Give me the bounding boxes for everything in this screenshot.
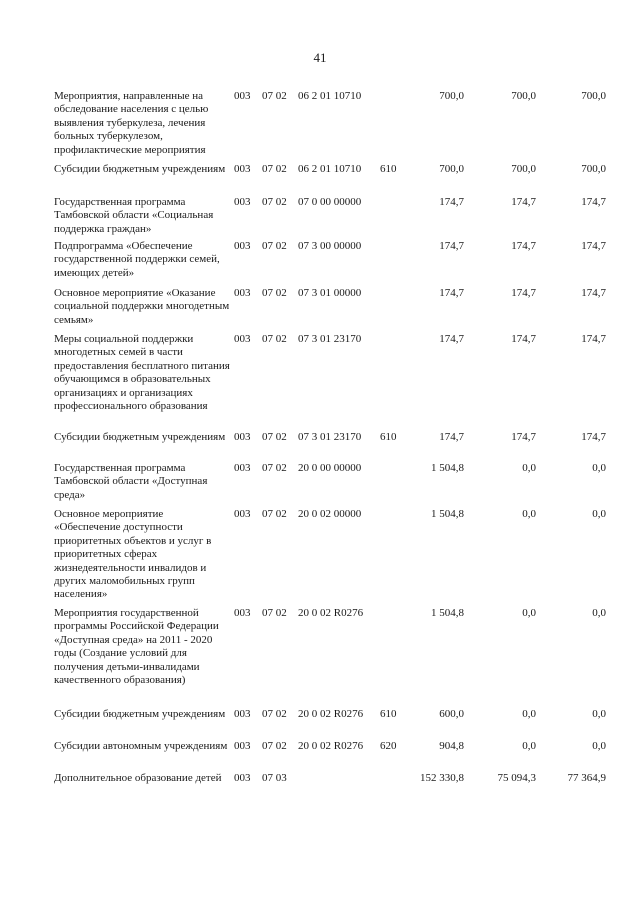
row-name: Основное мероприятие «Оказание социальной поддержки многодетным семьям» bbox=[54, 287, 230, 326]
amount-year-1: 700,0 bbox=[439, 163, 464, 175]
amount-year-2: 700,0 bbox=[511, 90, 536, 102]
section-code: 07 02 bbox=[262, 240, 287, 252]
target-code: 07 3 01 23170 bbox=[298, 333, 362, 345]
section-code: 07 02 bbox=[262, 462, 287, 474]
target-code: 20 0 02 R0276 bbox=[298, 607, 364, 619]
amount-year-2: 0,0 bbox=[522, 462, 536, 474]
amount-year-1: 1 504,8 bbox=[431, 607, 464, 619]
amount-year-1: 600,0 bbox=[439, 708, 464, 720]
amount-year-1: 152 330,8 bbox=[420, 772, 464, 784]
row-name: Субсидии бюджетным учреждениям bbox=[54, 163, 226, 175]
amount-year-3: 174,7 bbox=[581, 287, 606, 299]
section-code: 07 02 bbox=[262, 333, 287, 345]
amount-year-3: 174,7 bbox=[581, 196, 606, 208]
amount-year-3: 174,7 bbox=[581, 431, 606, 443]
target-code: 07 0 00 00000 bbox=[298, 196, 362, 208]
row-name: Дополнительное образование детей bbox=[54, 772, 222, 784]
amount-year-3: 0,0 bbox=[592, 462, 606, 474]
page-number: 41 bbox=[313, 50, 327, 65]
amount-year-3: 0,0 bbox=[592, 508, 606, 520]
amount-year-3: 174,7 bbox=[581, 240, 606, 252]
amount-year-2: 0,0 bbox=[522, 708, 536, 720]
row-name: Субсидии автономным учреждениям bbox=[54, 740, 228, 752]
row-name: Государственная программа Тамбовской области «Социальная поддержка граждан» bbox=[54, 196, 214, 235]
expense-type-code: 620 bbox=[380, 740, 397, 752]
expense-type-code: 610 bbox=[380, 708, 397, 720]
ministry-code: 003 bbox=[234, 333, 251, 345]
target-code: 20 0 02 R0276 bbox=[298, 740, 364, 752]
ministry-code: 003 bbox=[234, 772, 251, 784]
target-code: 06 2 01 10710 bbox=[298, 90, 362, 102]
row-name: Государственная программа Тамбовской области «Доступная среда» bbox=[54, 462, 208, 501]
amount-year-2: 174,7 bbox=[511, 333, 536, 345]
expense-type-code: 610 bbox=[380, 431, 397, 443]
section-code: 07 02 bbox=[262, 287, 287, 299]
section-code: 07 02 bbox=[262, 607, 287, 619]
amount-year-2: 75 094,3 bbox=[497, 772, 536, 784]
section-code: 07 02 bbox=[262, 740, 287, 752]
ministry-code: 003 bbox=[234, 607, 251, 619]
amount-year-1: 1 504,8 bbox=[431, 508, 464, 520]
section-code: 07 02 bbox=[262, 163, 287, 175]
section-code: 07 02 bbox=[262, 508, 287, 520]
ministry-code: 003 bbox=[234, 431, 251, 443]
amount-year-2: 174,7 bbox=[511, 196, 536, 208]
row-name: Мероприятия, направленные на обследование населения с целью выявления туберкулеза, лечения больных туберкулезом, профилактические мероприятия bbox=[54, 90, 209, 156]
amount-year-1: 174,7 bbox=[439, 431, 464, 443]
amount-year-2: 174,7 bbox=[511, 240, 536, 252]
amount-year-2: 174,7 bbox=[511, 287, 536, 299]
amount-year-1: 174,7 bbox=[439, 287, 464, 299]
section-code: 07 02 bbox=[262, 708, 287, 720]
target-code: 07 3 00 00000 bbox=[298, 240, 362, 252]
amount-year-2: 0,0 bbox=[522, 508, 536, 520]
amount-year-3: 700,0 bbox=[581, 90, 606, 102]
amount-year-2: 0,0 bbox=[522, 740, 536, 752]
row-name: Основное мероприятие «Обеспечение доступности приоритетных объектов и услуг в приоритетных сферах жизнедеятельности инвалидов и других маломобильных групп населения» bbox=[54, 508, 212, 601]
ministry-code: 003 bbox=[234, 196, 251, 208]
row-name: Меры социальной поддержки многодетных семей в части предоставления бесплатного питания обучающимся в образовательных организациях и организациях профессионального образования bbox=[54, 333, 230, 413]
target-code: 07 3 01 23170 bbox=[298, 431, 362, 443]
amount-year-1: 1 504,8 bbox=[431, 462, 464, 474]
amount-year-2: 0,0 bbox=[522, 607, 536, 619]
ministry-code: 003 bbox=[234, 508, 251, 520]
amount-year-1: 904,8 bbox=[439, 740, 464, 752]
amount-year-3: 0,0 bbox=[592, 607, 606, 619]
section-code: 07 02 bbox=[262, 196, 287, 208]
row-name: Субсидии бюджетным учреждениям bbox=[54, 431, 226, 443]
row-name: Мероприятия государственной программы Российской Федерации «Доступная среда» на 2011 - 2020 годы (Создание условий для получения детьми-инвалидами качественного образования) bbox=[54, 607, 219, 687]
section-code: 07 03 bbox=[262, 772, 287, 784]
target-code: 20 0 00 00000 bbox=[298, 462, 362, 474]
amount-year-2: 700,0 bbox=[511, 163, 536, 175]
ministry-code: 003 bbox=[234, 287, 251, 299]
row-name: Субсидии бюджетным учреждениям bbox=[54, 708, 226, 720]
ministry-code: 003 bbox=[234, 90, 251, 102]
ministry-code: 003 bbox=[234, 740, 251, 752]
ministry-code: 003 bbox=[234, 462, 251, 474]
ministry-code: 003 bbox=[234, 163, 251, 175]
amount-year-3: 0,0 bbox=[592, 740, 606, 752]
amount-year-1: 174,7 bbox=[439, 240, 464, 252]
amount-year-3: 77 364,9 bbox=[567, 772, 606, 784]
section-code: 07 02 bbox=[262, 431, 287, 443]
amount-year-2: 174,7 bbox=[511, 431, 536, 443]
target-code: 20 0 02 00000 bbox=[298, 508, 362, 520]
expense-type-code: 610 bbox=[380, 163, 397, 175]
amount-year-3: 174,7 bbox=[581, 333, 606, 345]
ministry-code: 003 bbox=[234, 708, 251, 720]
target-code: 20 0 02 R0276 bbox=[298, 708, 364, 720]
amount-year-3: 0,0 bbox=[592, 708, 606, 720]
target-code: 07 3 01 00000 bbox=[298, 287, 362, 299]
row-name: Подпрограмма «Обеспечение государственной поддержки семей, имеющих детей» bbox=[54, 240, 220, 279]
amount-year-1: 700,0 bbox=[439, 90, 464, 102]
ministry-code: 003 bbox=[234, 240, 251, 252]
amount-year-3: 700,0 bbox=[581, 163, 606, 175]
target-code: 06 2 01 10710 bbox=[298, 163, 362, 175]
amount-year-1: 174,7 bbox=[439, 196, 464, 208]
section-code: 07 02 bbox=[262, 90, 287, 102]
amount-year-1: 174,7 bbox=[439, 333, 464, 345]
